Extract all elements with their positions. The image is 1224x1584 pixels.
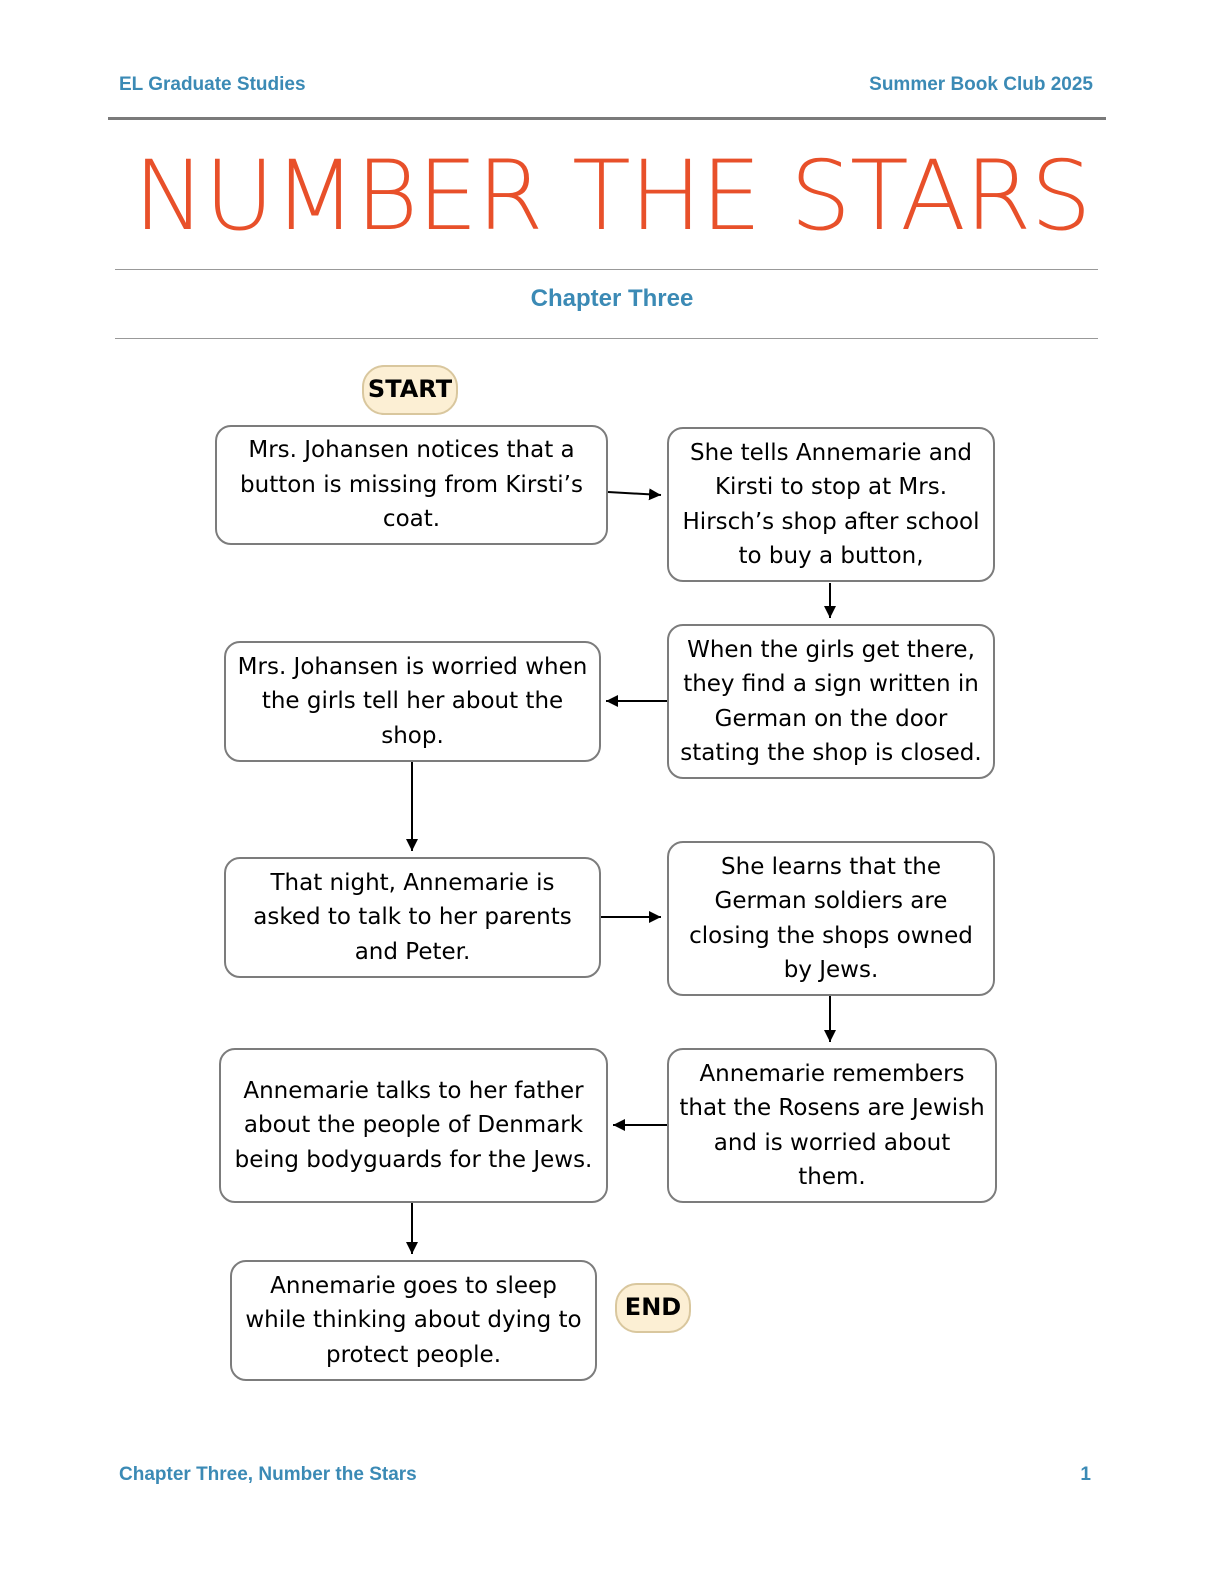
footer-title: Chapter Three, Number the Stars [119, 1464, 417, 1485]
flow-step-5: That night, Annemarie is asked to talk to her parents and Peter. [224, 857, 601, 978]
start-label: START [362, 365, 458, 415]
flow-step-2: She tells Annemarie and Kirsti to stop at Mrs. Hirsch’s shop after school to buy a button, [667, 427, 995, 582]
page-title: NUMBER THE STARS [133, 140, 1091, 252]
flow-step-1: Mrs. Johansen notices that a button is missing from Kirsti’s coat. [215, 425, 608, 545]
flow-step-4: Mrs. Johansen is worried when the girls tell her about the shop. [224, 641, 601, 762]
arrow-step1-to-step2 [608, 492, 661, 495]
chapter-heading: Chapter Three [530, 285, 694, 312]
flow-step-8: Annemarie talks to her father about the people of Denmark being bodyguards for the Jews. [219, 1048, 608, 1203]
header-event: Summer Book Club 2025 [869, 74, 1093, 95]
end-label: END [615, 1283, 691, 1333]
flow-step-3: When the girls get there, they find a sign written in German on the door stating the shop is closed. [667, 624, 995, 779]
flow-step-6: She learns that the German soldiers are closing the shops owned by Jews. [667, 841, 995, 996]
page-number: 1 [1080, 1464, 1091, 1485]
flow-step-9: Annemarie goes to sleep while thinking about dying to protect people. [230, 1260, 597, 1381]
flow-step-7: Annemarie remembers that the Rosens are Jewish and is worried about them. [667, 1048, 997, 1203]
header-organization: EL Graduate Studies [119, 74, 306, 95]
